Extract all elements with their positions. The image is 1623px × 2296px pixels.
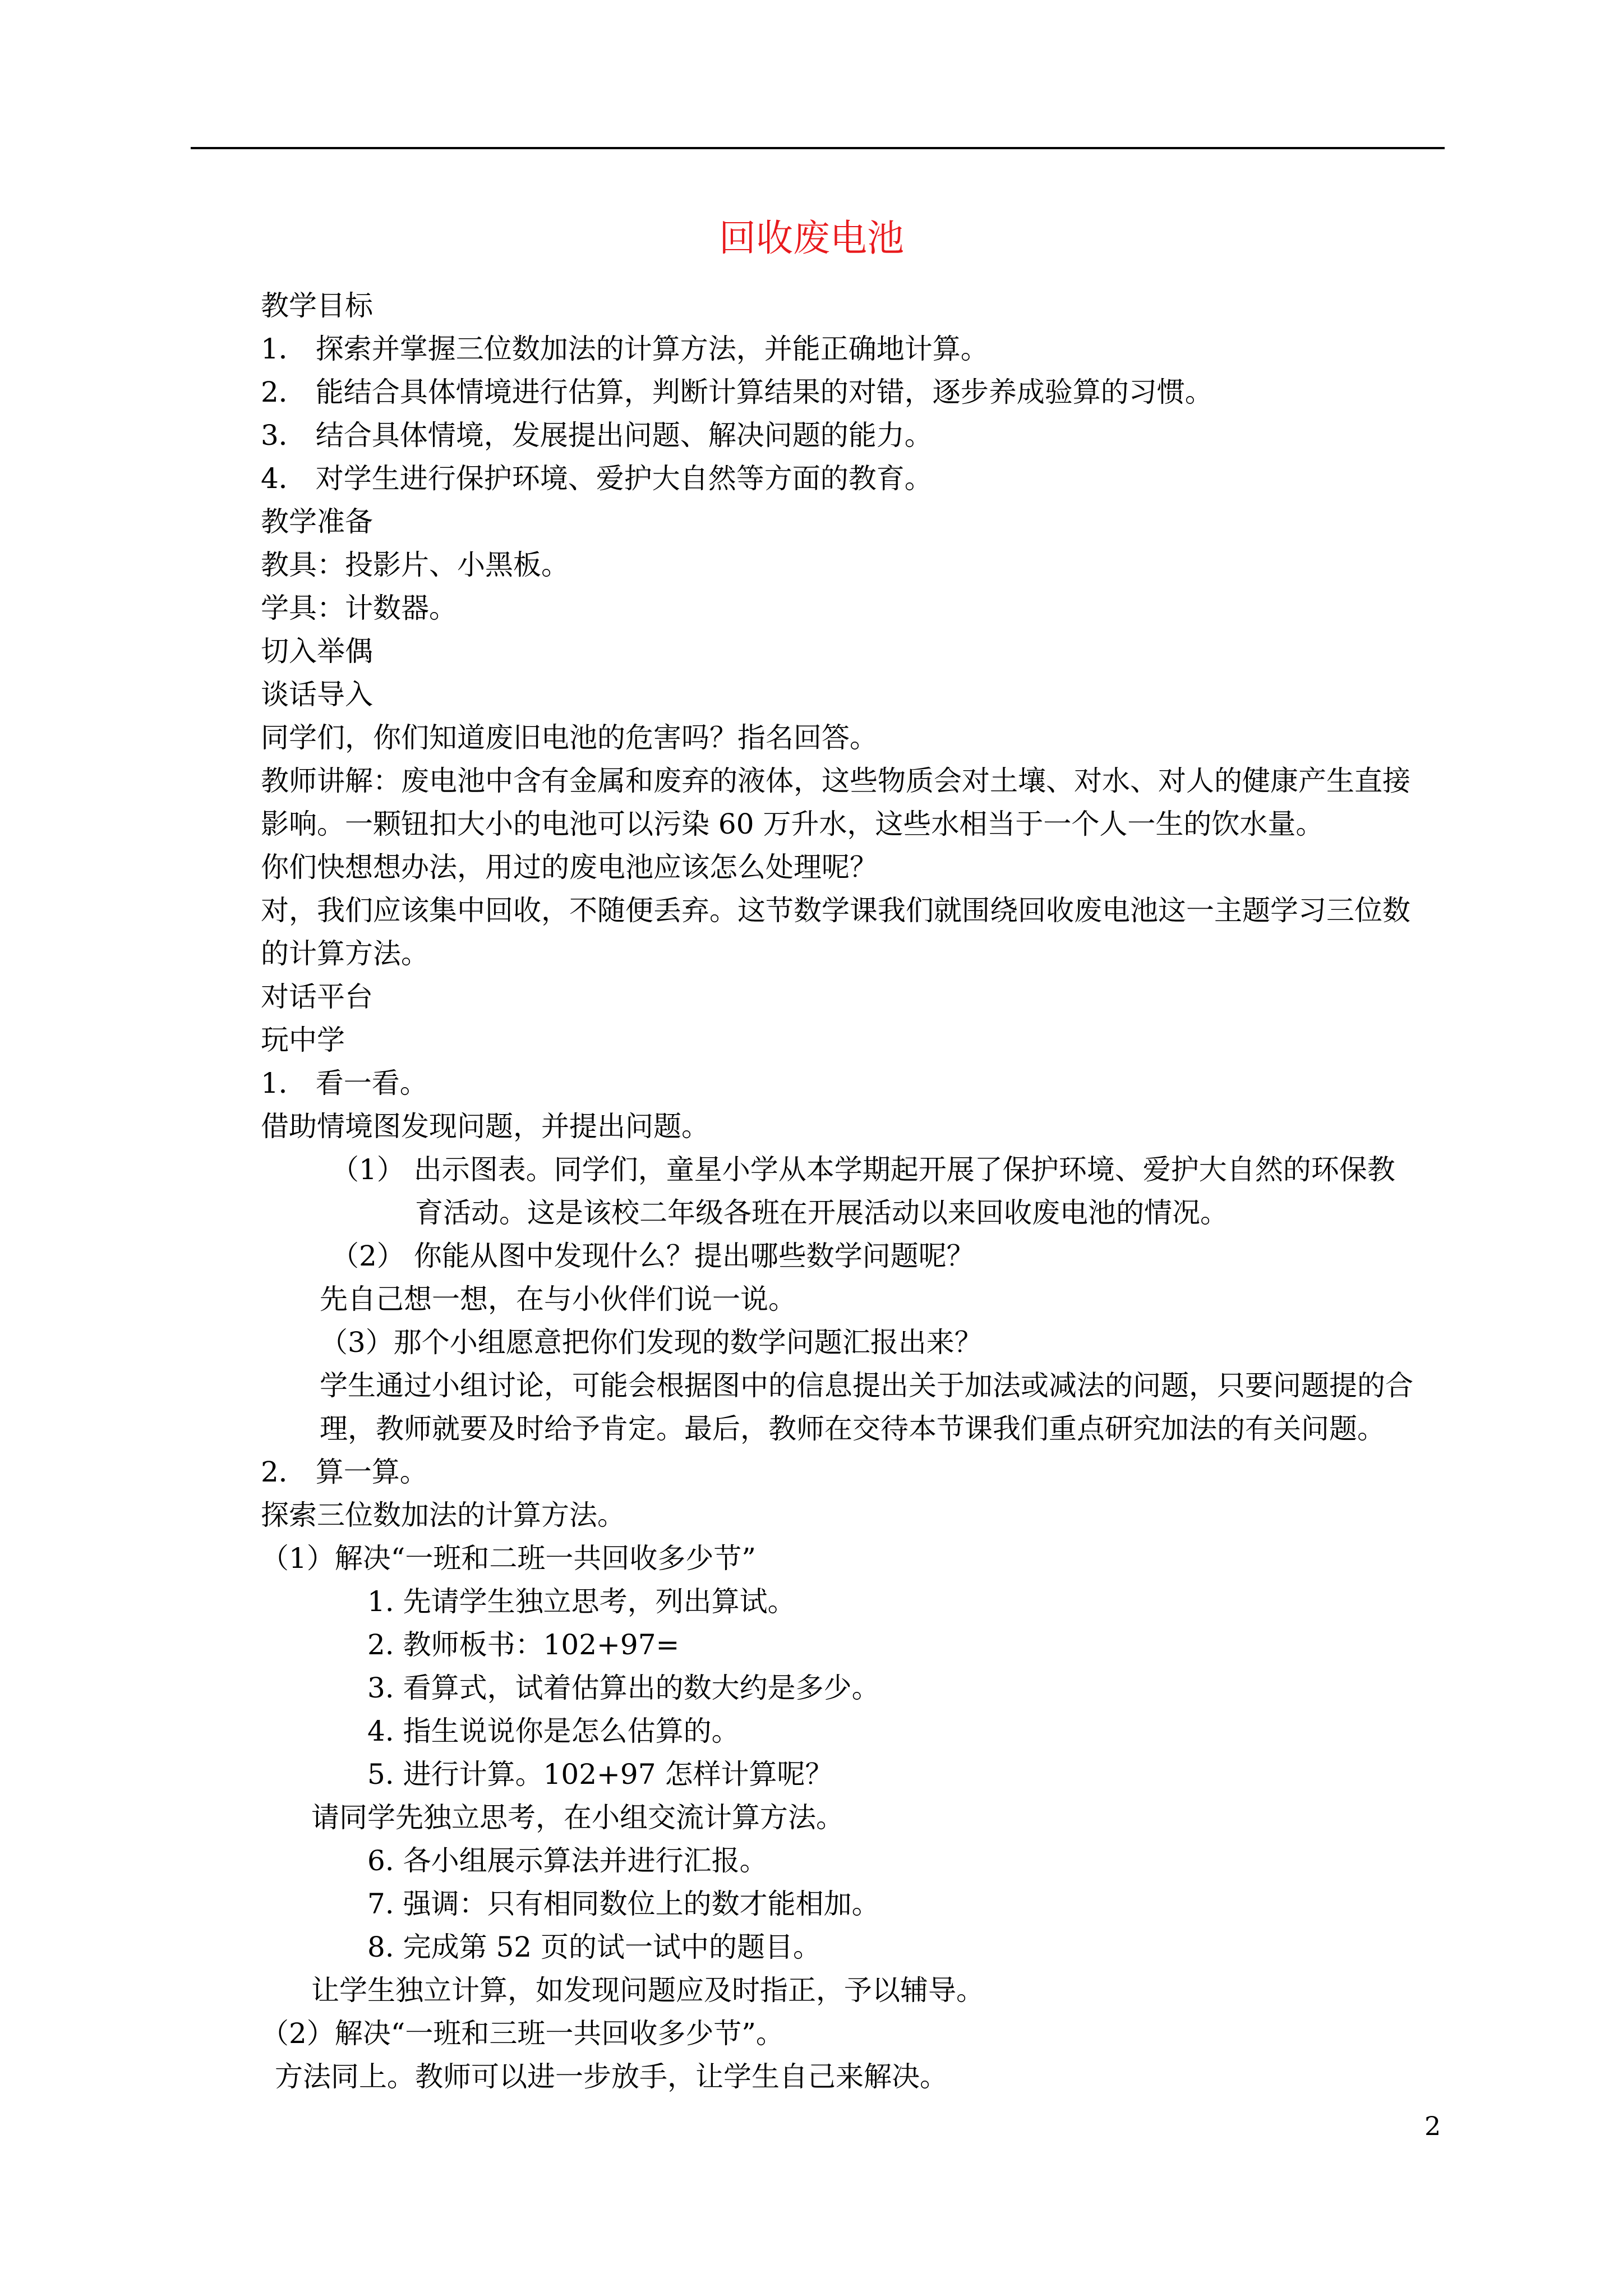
text-line: 你们快想想办法，用过的废电池应该怎么处理呢？ <box>261 851 878 884</box>
text-line: 教学准备 <box>261 505 373 538</box>
text-line: 教具：投影片、小黑板。 <box>261 549 569 581</box>
text-line: （2） 你能从图中发现什么？提出哪些数学问题呢？ <box>331 1240 975 1272</box>
text-line: （1） 出示图表。同学们，童星小学从本学期起开展了保护环境、爱护大自然的环保教 <box>331 1153 1395 1186</box>
text-line: 2． 能结合具体情境进行估算，判断计算结果的对错，逐步养成验算的习惯。 <box>261 376 1213 408</box>
text-line: 请同学先独立思考，在小组交流计算方法。 <box>311 1801 844 1834</box>
page-number: 2 <box>1424 2111 1441 2141</box>
text-line: 方法同上。教师可以进一步放手，让学生自己来解决。 <box>275 2060 948 2093</box>
page-title: 回收废电池 <box>719 217 904 260</box>
text-line: 1． 探索并掌握三位数加法的计算方法，并能正确地计算。 <box>261 333 989 365</box>
text-line: 1． 看一看。 <box>261 1067 428 1099</box>
text-line: 先自己想一想，在与小伙伴们说一说。 <box>320 1283 796 1315</box>
text-line: 借助情境图发现问题，并提出问题。 <box>261 1110 709 1143</box>
text-line: 8. 完成第 52 页的试一试中的题目。 <box>367 1931 822 1963</box>
text-line: 2． 算一算。 <box>261 1456 428 1488</box>
text-line: 谈话导入 <box>261 678 373 711</box>
text-line: 理，教师就要及时给予肯定。最后，教师在交待本节课我们重点研究加法的有关问题。 <box>320 1412 1385 1445</box>
text-line: （3）那个小组愿意把你们发现的数学问题汇报出来？ <box>320 1326 983 1359</box>
text-line: 4. 指生说说你是怎么估算的。 <box>367 1715 740 1747</box>
text-line: （1）解决“一班和二班一共回收多少节” <box>261 1542 756 1575</box>
text-line: 让学生独立计算，如发现问题应及时指正，予以辅导。 <box>311 1974 984 2007</box>
text-line: （2）解决“一班和三班一共回收多少节”。 <box>261 2017 784 2050</box>
text-line: 3． 结合具体情境，发展提出问题、解决问题的能力。 <box>261 419 933 452</box>
text-line: 切入举偶 <box>261 635 373 668</box>
text-line: 7. 强调：只有相同数位上的数才能相加。 <box>367 1888 880 1920</box>
text-line: 3. 看算式，试着估算出的数大约是多少。 <box>367 1672 880 1704</box>
text-line: 学生通过小组讨论，可能会根据图中的信息提出关于加法或减法的问题，只要问题提的合 <box>320 1369 1413 1402</box>
text-line: 育活动。这是该校二年级各班在开展活动以来回收废电池的情况。 <box>415 1197 1228 1229</box>
text-line: 影响。一颗钮扣大小的电池可以污染 60 万升水，这些水相当于一个人一生的饮水量。 <box>261 808 1324 840</box>
text-line: 2. 教师板书：102+97= <box>367 1628 680 1661</box>
text-line: 玩中学 <box>261 1024 345 1056</box>
text-line: 4． 对学生进行保护环境、爱护大自然等方面的教育。 <box>261 462 933 495</box>
text-line: 同学们，你们知道废旧电池的危害吗？指名回答。 <box>261 721 878 754</box>
text-line: 探索三位数加法的计算方法。 <box>261 1499 625 1531</box>
text-line: 对，我们应该集中回收，不随便丢弃。这节数学课我们就围绕回收废电池这一主题学习三位数 <box>261 894 1410 927</box>
text-line: 5. 进行计算。102+97 怎样计算呢？ <box>367 1758 833 1791</box>
text-line: 1. 先请学生独立思考，列出算试。 <box>367 1585 796 1618</box>
text-line: 教师讲解：废电池中含有金属和废弃的液体，这些物质会对土壤、对水、对人的健康产生直接 <box>261 765 1410 797</box>
text-line: 6. 各小组展示算法并进行汇报。 <box>367 1844 768 1877</box>
text-line: 的计算方法。 <box>261 937 429 970</box>
text-line: 学具：计数器。 <box>261 592 457 624</box>
text-line: 对话平台 <box>261 981 373 1013</box>
text-line: 教学目标 <box>261 289 373 322</box>
